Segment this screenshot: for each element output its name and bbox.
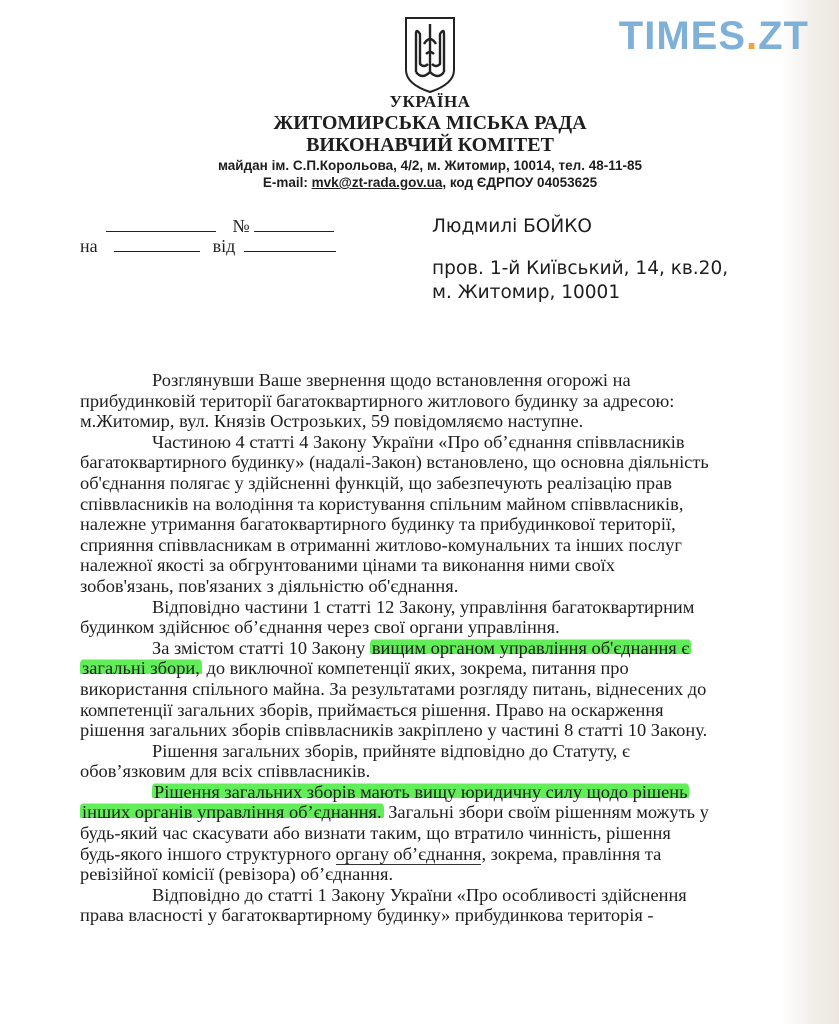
paragraph-6: Рішення загальних зборів мають вищу юридичну силу щодо рішень інших органів управління об’єднання. Загальні збори своїм рішенням можуть у будь-який час скасувати або визнати таким, що втратило чинність, рішення будь-якого іншого структурного органу об’єднання, зокрема, правління та ревізійної комісії (ревізора) об’єднання. (80, 781, 709, 885)
paragraph-7: Відповідно до статті 1 Закону України «Про особливості здійснення права власності у багатоквартирному будинку» прибудинкова територія - (80, 884, 687, 926)
highlight-legal-force: Рішення загальних зборів мають вищу юридичну силу щодо рішень (154, 781, 688, 802)
highlight-general-meeting: загальні збори, (82, 658, 200, 679)
watermark-logo: TIMES.ZT (618, 14, 809, 58)
header-council: ЖИТОМИРСЬКА МІСЬКА РАДА (273, 112, 587, 134)
highlight-supreme-body: вищим органом управління об'єднання є (371, 637, 690, 658)
letter-body (80, 370, 790, 926)
trident-emblem-icon (402, 14, 458, 94)
paragraph-4: За змістом статті 10 Закону вищим органом управління об'єднання є загальні збори, до виключної компетенції яких, зокрема, питання про використання спільного майна. За результатами розгляду питань, віднесених до компетенції загальних зборів, приймається рішення. Право на оскарження рішення загальних зборів співвласників закріплено у частині 8 статті 10 Закону. (80, 637, 708, 741)
highlight-other-bodies: інших органів управління об’єднання. (82, 802, 382, 823)
paragraph-3: Відповідно частини 1 статті 12 Закону, управління багатоквартирним будинком здійснює об’єднання через свої органи управління. (80, 596, 695, 638)
paragraph-5: Рішення загальних зборів, прийняте відповідно до Статуту, є обов’язковим для всіх співвласників. (80, 740, 630, 782)
header-address: майдан ім. С.П.Корольова, 4/2, м. Житомир, 10014, тел. 48-11-85 (217, 158, 642, 173)
recipient-address-line2: м. Житомир, 10001 (432, 282, 621, 303)
header-contacts: E-mail: mvk@zt-rada.gov.ua, код ЄДРПОУ 04053625 (262, 175, 598, 190)
underlined-association-body: органу об’єднання (335, 843, 482, 864)
paragraph-1: Розглянувши Ваше звернення щодо встановлення огорожі на прибудинковій території багатоквартирного житлового будинку за адресою: м.Житомир, вул. Князів Острозьких, 59 повідомляємо наступне. (80, 370, 675, 432)
paragraph-2: Частиною 4 статті 4 Закону України «Про об’єднання співвласників багатоквартирного будинку» (надалі-Закон) встановлено, що основна діяльність об'єднання полягає у здійсненні функцій, що забезпечують реалізацію прав співвласників на володіння та користування спільним майном співвласників, належне утримання багатоквартирного будинку та прибудинкової території, сприяння співвласникам в отриманні житлово-комунальних та інших послуг належної якості за обгрунтованими цінами та виконання ними своїх зобов'язань, пов'язаних з діяльністю об'єднання. (80, 431, 709, 596)
header-country: УКРАЇНА (389, 92, 471, 111)
recipient-address-line1: пров. 1-й Київський, 14, кв.20, (432, 258, 729, 279)
reference-number-line: № (106, 216, 334, 237)
email-link[interactable]: mvk@zt-rada.gov.ua (311, 175, 443, 190)
reference-date-line: на від (80, 236, 336, 257)
header-committee: ВИКОНАВЧИЙ КОМІТЕТ (306, 134, 554, 156)
recipient-name: Людмилі БОЙКО (432, 216, 592, 237)
